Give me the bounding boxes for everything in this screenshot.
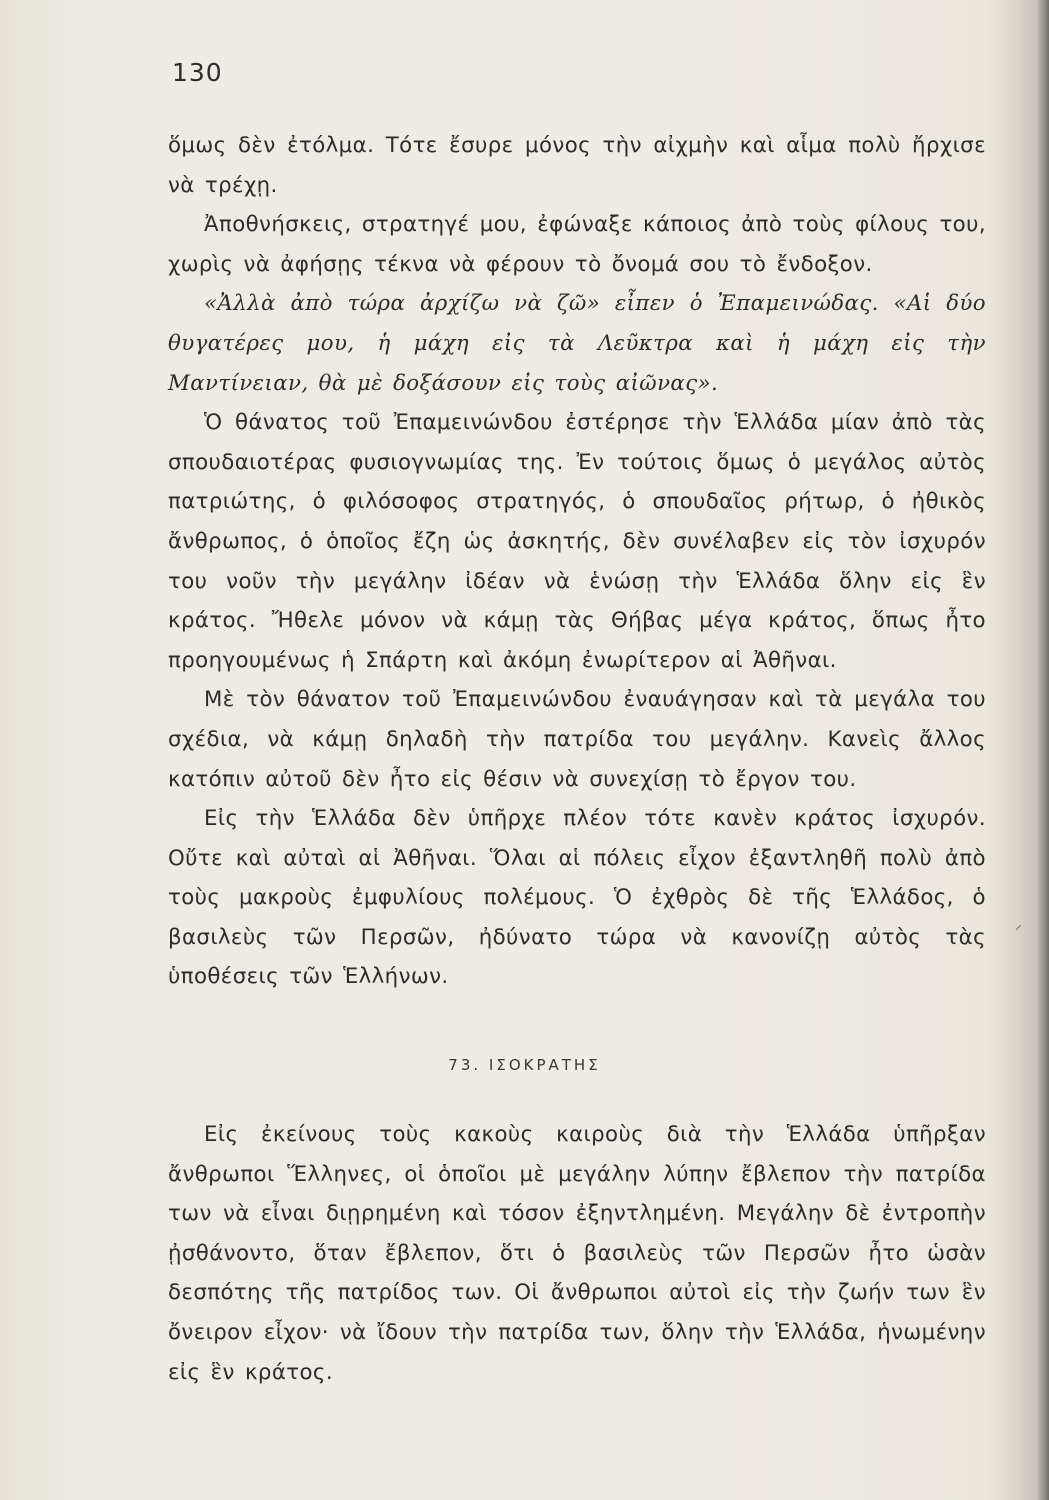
paragraph: ὅμως δὲν ἐτόλμα. Τότε ἔσυρε μόνος τὴν αἰχμὴν καὶ αἷμα πολὺ ἤρχισε νὰ τρέχῃ. bbox=[168, 133, 986, 198]
paragraph: Ὁ θάνατος τοῦ Ἐπαμεινώνδου ἐστέρησε τὴν Ἑλλάδα μίαν ἀπὸ τὰς σπουδαιοτέρας φυσιογνωμίας της. Ἐν τούτοις ὅμως ὁ μεγάλος αὐτὸς πατριώτης, ὁ φιλόσοφος στρατηγός, ὁ σπουδαῖος ρήτωρ, ὁ ἠθικὸς ἄνθρωπος, ὁ ὁποῖος ἔζη ὡς ἀσκητής, δὲν συνέλαβεν εἰς τὸν ἰσχυρόν του νοῦν τὴν μεγάλην ἰδέαν νὰ ἑνώσῃ τὴν Ἑλλάδα ὅλην εἰς ἓν κράτος. Ἤθελε μόνον νὰ κάμῃ τὰς Θήβας μέγα κράτος, ὅπως ἦτο προηγουμένως ἡ Σπάρτη καὶ ἀκόμη ἐνωρίτερον αἱ Ἀθῆναι. bbox=[168, 410, 986, 673]
section-heading: 73. ΙΣΟΚΡΑΤΗΣ bbox=[448, 1056, 601, 1074]
paragraph: Εἰς τὴν Ἑλλάδα δὲν ὑπῆρχε πλέον τότε κανὲν κράτος ἰσχυρόν. Οὔτε καὶ αὐταὶ αἱ Ἀθῆναι. Ὅλαι αἱ πόλεις εἶχον ἐξαντληθῆ πολὺ ἀπὸ τοὺς μακροὺς ἐμφυλίους πολέμους. Ὁ ἐχθρὸς δὲ τῆς Ἑλλάδος, ὁ βασιλεὺς τῶν Περσῶν, ἠδύνατο τώρα νὰ κανονίζῃ αὐτὸς τὰς ὑποθέσεις τῶν Ἑλλήνων. bbox=[168, 806, 986, 990]
quote-paragraph: «Ἀλλὰ ἀπὸ τώρα ἀρχίζω νὰ ζῶ» εἶπεν ὁ Ἐπαμεινώδας. «Αἱ δύο θυγατέρες μου, ἡ μάχη εἰς τὰ Λεῦκτρα καὶ ἡ μάχη εἰς τὴν Μαντίνειαν, θὰ μὲ δοξάσουν εἰς τοὺς αἰῶνας». bbox=[168, 291, 986, 396]
section-text bbox=[168, 1115, 986, 1392]
page-edge bbox=[1035, 0, 1049, 1500]
paragraph: Μὲ τὸν θάνατον τοῦ Ἐπαμεινώνδου ἐναυάγησαν καὶ τὰ μεγάλα του σχέδια, νὰ κάμῃ δηλαδὴ τὴν πατρίδα του μεγάλην. Κανεὶς ἄλλος κατόπιν αὐτοῦ δὲν ἦτο εἰς θέσιν νὰ συνεχίσῃ τὸ ἔργον του. bbox=[168, 687, 986, 792]
main-text bbox=[168, 126, 986, 997]
paragraph: Εἰς ἐκείνους τοὺς κακοὺς καιροὺς διὰ τὴν Ἑλλάδα ὑπῆρξαν ἄνθρωποι Ἕλληνες, οἱ ὁποῖοι μὲ μεγάλην λύπην ἔβλεπον τὴν πατρίδα των νὰ εἶναι διῃρημένη καὶ τόσον ἐξηντλημένη. Μεγάλην δὲ ἐντροπὴν ᾐσθάνοντο, ὅταν ἔβλεπον, ὅτι ὁ βασιλεὺς τῶν Περσῶν ἦτο ὡσὰν δεσπότης τῆς πατρίδος των. Οἱ ἄνθρωποι αὐτοὶ εἰς τὴν ζωήν των ἓν ὄνειρον εἶχον· νὰ ἴδουν τὴν πατρίδα των, ὅλην τὴν Ἑλλάδα, ἡνωμένην εἰς ἓν κράτος. bbox=[168, 1122, 986, 1385]
ink-mark: ⸝ bbox=[1015, 917, 1022, 933]
page-number: 130 bbox=[172, 58, 223, 87]
paragraph: Ἀποθνήσκεις, στρατηγέ μου, ἐφώναξε κάποιος ἀπὸ τοὺς φίλους του, χωρὶς νὰ ἀφήσῃς τέκνα νὰ φέρουν τὸ ὄνομά σου τὸ ἔνδοξον. bbox=[168, 212, 986, 277]
